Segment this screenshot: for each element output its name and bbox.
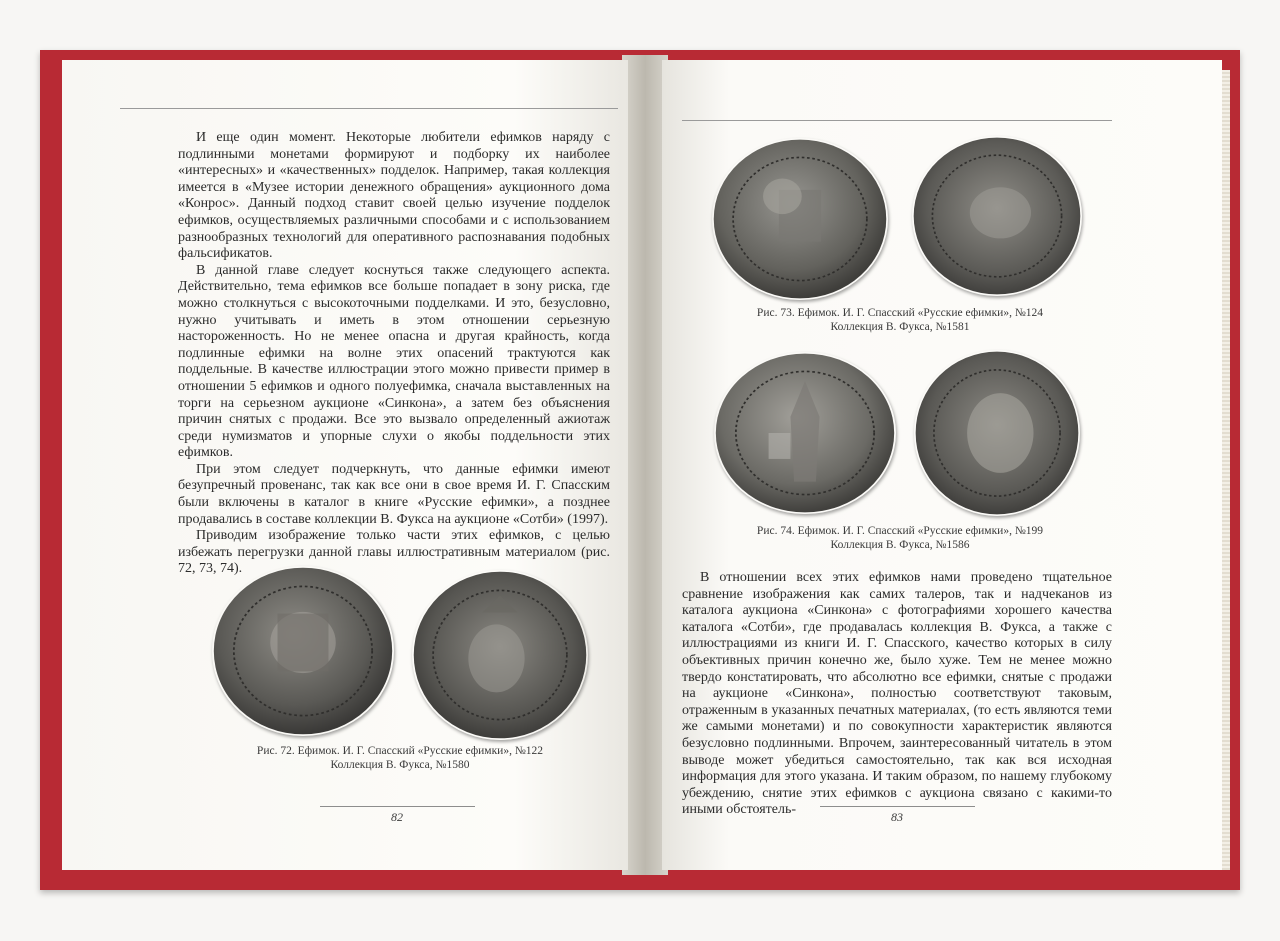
- figure-72-caption-line2: Коллекция В. Фукса, №1580: [330, 759, 470, 771]
- figure-73-caption-line2: Коллекция В. Фукса, №1581: [830, 321, 970, 333]
- coin-73-reverse-image: [912, 136, 1082, 296]
- page-edges: [1222, 70, 1230, 870]
- figure-74-caption-line1: Рис. 74. Ефимок. И. Г. Спасский «Русские ефимки», №199: [756, 525, 1044, 537]
- left-footer-rule: [320, 806, 475, 807]
- figure-73-caption-line1: Рис. 73. Ефимок. И. Г. Спасский «Русские ефимки», №124: [756, 307, 1044, 319]
- coin-72-reverse: [412, 570, 588, 740]
- figure-73-caption: [740, 306, 1060, 334]
- coin-74-obverse-image: [714, 352, 896, 514]
- right-header-rule: [682, 120, 1112, 121]
- left-paragraph-3: При этом следует подчеркнуть, что данные ефимки имеют безупречный провенанс, так как все они в свое время И. Г. Спасским были включены в каталог в книге «Русские ефимки», а позднее продавались в составе коллекции В. Фукса на аукционе «Сотби» (1997).: [178, 461, 610, 527]
- coin-74-reverse: [914, 350, 1080, 516]
- left-paragraph-2: В данной главе следует коснуться также следующего аспекта. Действительно, тема ефимков все больше попадает в зону риска, где можно столкнуться с высокоточными подделками. И это, безусловно, нужно учитывать и иметь в этом отношении серьезную настороженность. Но не менее опасна и другая крайность, когда подлинные ефимки на волне этих опасений трактуются как поддельные. В качестве иллюстрации этого можно привести пример в отношении 5 ефимков и одного полуефимка, сначала выставленных на торги на серьезном аукционе «Синкона», а затем без объяснения причин снятых с продажи. Все это вызвало определенный ажиотаж среди нумизматов и упорные слухи о якобы поддельности этих ефимков.: [178, 262, 610, 461]
- right-body-text: [682, 570, 1112, 819]
- coin-72-obverse-image: [212, 566, 394, 736]
- coin-73-obverse-image: [712, 138, 888, 300]
- page-number-right: 83: [891, 810, 903, 824]
- figure-74-caption-line2: Коллекция В. Фукса, №1586: [830, 539, 970, 551]
- left-paragraph-4: Приводим изображение только части этих ефимков, с целью избежать перегрузки данной главы иллюстративным материалом (рис. 72, 73, 74).: [178, 528, 610, 577]
- right-footer-rule: [820, 806, 975, 807]
- coin-74-reverse-image: [914, 350, 1080, 516]
- coin-72-reverse-image: [412, 570, 588, 740]
- coin-72-obverse: [212, 566, 394, 736]
- figure-72-caption: [220, 744, 580, 772]
- left-header-rule: [120, 108, 618, 109]
- left-body-text: [178, 130, 610, 578]
- coin-73-obverse: [712, 138, 888, 300]
- right-paragraph-1: В отношении всех этих ефимков нами проведено тщательное сравнение изображения как самих талеров, так и надчеканов из каталога аукциона «Синкона» с фотографиями хорошего качества каталога «Сотби», где продавалась коллекция В. Фукса, а также с иллюстрациями из книги И. Г. Спасского, качество которых в силу объективных причин конечно же, было хуже. Тем не менее можно твердо констатировать, что абсолютно все ефимки, снятые с продажи на аукционе «Синкона», полностью соответствуют таковым, отраженным в указанных печатных материалах, (то есть являются теми же самыми монетами) и по совокупности характеристик являются безусловно подлинными. Впрочем, заинтересованный читатель в этом выводе может убедиться самостоятельно, так как вся исходная информация для этого указана. И таким образом, по нашему глубокому убеждению, снятие этих ефимков с аукциона связано с какими-то иными обстоятель-: [682, 570, 1112, 818]
- figure-74-caption: [740, 524, 1060, 552]
- left-paragraph-1: И еще один момент. Некоторые любители ефимков наряду с подлинными монетами формируют и подборку их наиболее «интересных» и «качественных» подделок. Например, такая коллекция имеется в «Музее истории денежного обращения» аукционного дома «Конрос». Данный подход ставит своей целью изучение подделок ефимков, осуществляемых различными способами и с использованием разнообразных технологий для оперативного распознавания подобных фальсификатов.: [178, 130, 610, 262]
- coin-74-obverse: [714, 352, 896, 514]
- figure-72-caption-line1: Рис. 72. Ефимок. И. Г. Спасский «Русские ефимки», №122: [256, 745, 544, 757]
- page-number-left: 82: [391, 810, 403, 824]
- coin-73-reverse: [912, 136, 1082, 296]
